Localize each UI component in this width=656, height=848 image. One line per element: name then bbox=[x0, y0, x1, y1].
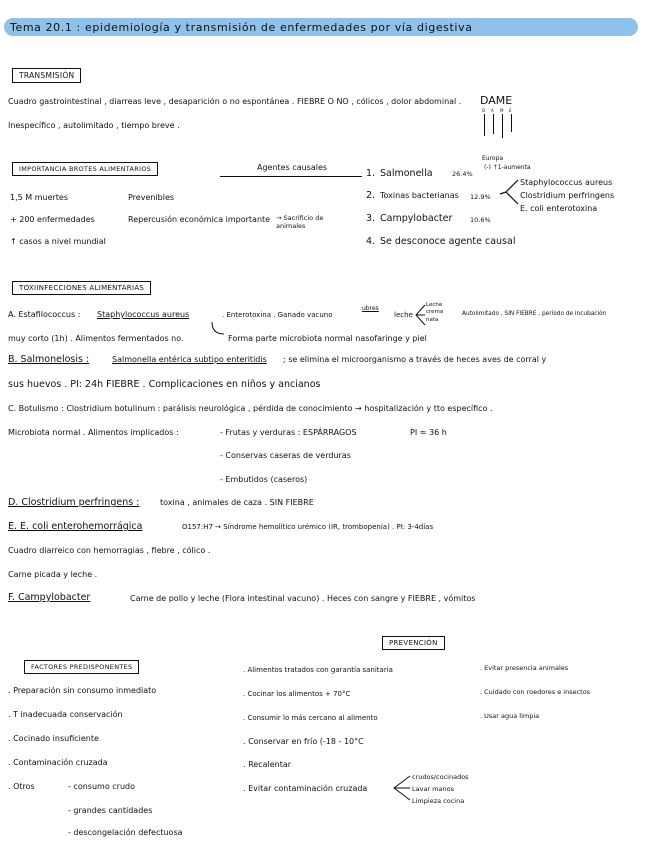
factor-cocinado: . Cocinado insuficiente bbox=[8, 734, 99, 743]
cruzada-crudos-cocinados: crudos/cocinados bbox=[412, 773, 469, 781]
dame-letter-a: A bbox=[491, 108, 494, 113]
agente-3-num: 3. bbox=[366, 213, 376, 224]
factor-temperatura: . T inadecuada conservación bbox=[8, 710, 123, 719]
a-dairy-nata: nata bbox=[426, 317, 439, 323]
agentes-underline bbox=[220, 176, 362, 177]
d-label: D. Clostridium perfringens : bbox=[8, 497, 140, 508]
a-label: A. Estafilococcus : bbox=[8, 310, 81, 319]
extra-animales: . Evitar presencia animales bbox=[480, 664, 569, 672]
agentes-heading: Agentes causales bbox=[257, 163, 328, 172]
prevencion-heading: PREVENCIÓN bbox=[382, 636, 445, 650]
dame-mnemonic: DAME bbox=[480, 94, 513, 107]
dame-letter-d: D bbox=[482, 108, 486, 113]
agente-4-num: 4. bbox=[366, 236, 376, 247]
a-ubres: ubres bbox=[362, 305, 379, 312]
toxina-ecoli: E. coli enterotoxina bbox=[520, 204, 598, 213]
a-forma-arrow bbox=[210, 322, 228, 338]
page-title: Tema 20.1 : epidemiología y transmisión de enfermedades por vía digestiva bbox=[10, 21, 473, 34]
d-text: toxina , animales de caza . SIN FIEBRE bbox=[160, 498, 314, 507]
transmision-heading: TRANSMISIÓN bbox=[12, 68, 81, 83]
importancia-enfermedades: + 200 enfermedades bbox=[10, 215, 95, 224]
b-line-2: sus huevos . PI: 24h FIEBRE . Complicaciones en niños y ancianos bbox=[8, 379, 321, 390]
extra-roedores: . Cuidado con roedores e insectos bbox=[480, 688, 591, 696]
otros-consumo-crudo: - consumo crudo bbox=[68, 782, 135, 791]
extra-agua: . Usar agua limpia bbox=[480, 712, 540, 720]
a-tail: Autolimitado , SIN FIEBRE , período de incubación bbox=[462, 311, 607, 317]
b-label: B. Salmonelosis : bbox=[8, 354, 90, 365]
agente-3-pct: 10.6% bbox=[470, 216, 491, 224]
a-line-2: muy corto (1h) . Alimentos fermentados no. bbox=[8, 334, 184, 343]
a-species: Staphylococcus aureus bbox=[97, 310, 190, 319]
agente-1-pct: 26.4% bbox=[452, 170, 473, 178]
c-line: C. Botulismo : Clostridium botulinum : parálisis neurológica , pérdida de conocimiento → hospitalización y tto específico . bbox=[8, 404, 493, 413]
medida-recalentar: . Recalentar bbox=[243, 760, 292, 769]
dame-letter-e: E bbox=[509, 108, 512, 113]
agente-3-name: Campylobacter bbox=[380, 213, 453, 224]
c-micro: Microbiota normal . Alimentos implicados : bbox=[8, 428, 179, 437]
agente-1-num: 1. bbox=[366, 168, 376, 179]
c-item-conservas: - Conservas caseras de verduras bbox=[220, 451, 351, 460]
e-line-3: Carne picada y leche . bbox=[8, 570, 98, 579]
c-item-embutidos: - Embutidos (caseros) bbox=[220, 475, 308, 484]
importancia-muertes: 1,5 M muertes bbox=[10, 193, 69, 202]
dame-stroke bbox=[511, 114, 512, 132]
factores-heading: FACTORES PREDISPONENTES bbox=[24, 660, 139, 674]
b-text: ; se elimina el microorganismo a través de heces aves de corral y bbox=[283, 355, 547, 364]
factor-preparacion: . Preparación sin consumo inmediato bbox=[8, 686, 157, 695]
a-dairy-leche: Leche bbox=[426, 302, 443, 308]
c-pi: PI ≈ 36 h bbox=[410, 428, 447, 437]
agentes-note: (-) ↑1-aumenta bbox=[484, 164, 531, 171]
medida-alimentos-tratados: . Alimentos tratados con garantía sanitaria bbox=[243, 666, 393, 674]
transmision-line-1: Cuadro gastrointestinal , diarreas leve , desaparición o no espontánea . FIEBRE O NO , cólicos , dolor abdominal . bbox=[8, 97, 462, 106]
importancia-sacrificio: → Sacrificio de animales bbox=[276, 214, 324, 230]
importancia-casos: ↑ casos a nivel mundial bbox=[10, 237, 106, 246]
factor-otros: . Otros bbox=[8, 782, 35, 791]
a-dairy-brace bbox=[413, 304, 427, 326]
medida-conservar: . Conservar en frío (-18 - 10°C bbox=[243, 737, 364, 746]
f-text: Carne de pollo y leche (Flora intestinal vacuno) . Heces con sangre y FIEBRE , vómitos bbox=[130, 594, 476, 603]
importancia-heading: IMPORTANCIA BROTES ALIMENTARIOS bbox=[12, 162, 158, 176]
agente-2-num: 2. bbox=[366, 190, 376, 201]
agentes-europa: Europa bbox=[482, 155, 504, 162]
otros-descongelacion: - descongelación defectuosa bbox=[68, 828, 183, 837]
agente-2-name: Toxinas bacterianas bbox=[380, 191, 459, 200]
otros-grandes-cantidades: - grandes cantidades bbox=[68, 806, 153, 815]
a-forma: Forma parte microbiota normal nasofaringe y piel bbox=[228, 334, 427, 343]
factor-contaminacion: . Contaminación cruzada bbox=[8, 758, 108, 767]
toxina-staphylococcus: Staphylococcus aureus bbox=[520, 178, 613, 187]
toxinas-brace bbox=[500, 178, 520, 208]
cruzada-brace bbox=[390, 773, 412, 803]
cruzada-limpieza-cocina: Limpieza cocina bbox=[412, 797, 465, 805]
medida-evitar-cruzada: . Evitar contaminación cruzada bbox=[243, 784, 368, 793]
e-label: E. E. coli enterohemorrágica bbox=[8, 521, 143, 532]
dame-letter-m: M bbox=[500, 108, 504, 113]
c-item-frutas: - Frutas y verduras : ESPÁRRAGOS bbox=[220, 428, 357, 437]
medida-cocinar: . Cocinar los alimentos + 70°C bbox=[243, 690, 351, 698]
dame-stroke bbox=[484, 114, 485, 136]
importancia-repercusion: Repercusión económica importante bbox=[128, 215, 271, 224]
e-text: O157:H7 → Síndrome hemolítico urémico (IR, trombopenia) . PI: 3-4días bbox=[182, 523, 434, 531]
agente-4-name: Se desconoce agente causal bbox=[380, 236, 516, 247]
cruzada-lavar-manos: Lavar manos bbox=[412, 785, 454, 793]
medida-consumir: . Consumir lo más cercano al alimento bbox=[243, 714, 378, 722]
toxiinfecciones-heading: TOXIINFECCIONES ALIMENTARIAS bbox=[12, 281, 151, 295]
agente-2-pct: 12.9% bbox=[470, 193, 491, 201]
b-species: Salmonella entérica subtipo enteritidis bbox=[112, 355, 267, 364]
a-leche: leche bbox=[394, 311, 413, 319]
toxina-clostridium: Clostridium perfringens bbox=[520, 191, 615, 200]
dame-stroke bbox=[502, 114, 503, 138]
dame-stroke bbox=[493, 114, 494, 134]
a-text: . Enterotoxina . Ganado vacuno bbox=[222, 311, 333, 319]
f-label: F. Campylobacter bbox=[8, 592, 91, 603]
agente-1-name: Salmonella bbox=[380, 168, 433, 179]
a-dairy-crema: crema bbox=[426, 309, 444, 315]
importancia-prevenibles: Prevenibles bbox=[128, 193, 175, 202]
e-line-2: Cuadro diarreico con hemorragias , fiebre , cólico . bbox=[8, 546, 211, 555]
transmision-line-2: Inespecífico , autolimitado , tiempo breve . bbox=[8, 121, 180, 130]
